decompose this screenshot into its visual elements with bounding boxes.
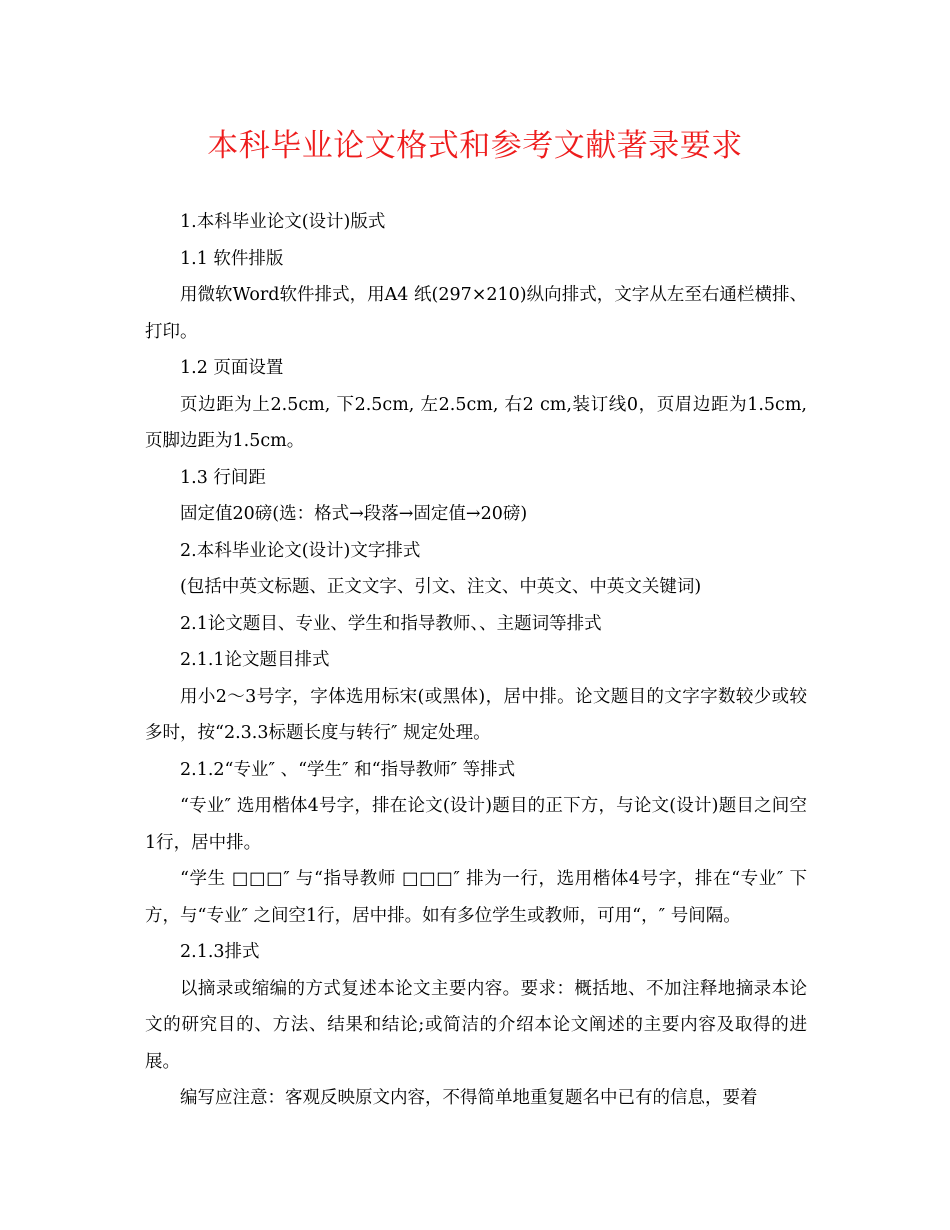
paragraph-abstract-format: 以摘录或缩编的方式复述本论文主要内容。要求：概括地、不加注释地摘录本论文的研究目的、方法、结果和结论;或简洁的介绍本论文阐述的主要内容及取得的进展。 xyxy=(145,978,807,1072)
paragraph-notes: 编写应注意：客观反映原文内容，不得简单地重复题名中已有的信息，要着 xyxy=(180,1088,758,1108)
paragraph-scope: (包括中英文标题、正文文字、引文、注文、中英文、中英文关键词) xyxy=(180,577,702,597)
heading-2-1-2: 2.1.2“专业″ 、“学生″ 和“指导教师″ 等排式 xyxy=(180,759,516,780)
paragraph-software: 用微软Word软件排式，用A4 纸(297×210)纵向排式，文字从左至右通栏横排、打印。 xyxy=(145,285,807,342)
document-body xyxy=(145,204,807,1117)
paragraph-title-format: 用小2～3号字，字体选用标宋(或黑体)，居中排。论文题目的文字字数较少或较多时，按“2.3.3标题长度与转行″ 规定处理。 xyxy=(145,686,807,743)
document-title: 本科毕业论文格式和参考文献著录要求 xyxy=(207,128,743,164)
heading-2: 2.本科毕业论文(设计)文字排式 xyxy=(180,540,421,561)
heading-1-3: 1.3 行间距 xyxy=(180,467,266,488)
paragraph-line-spacing: 固定值20磅(选：格式→段落→固定值→20磅) xyxy=(180,504,528,524)
heading-2-1-3: 2.1.3排式 xyxy=(180,942,260,962)
heading-2-1-1: 2.1.1论文题目排式 xyxy=(180,650,330,670)
heading-2-1: 2.1论文题目、专业、学生和指导教师、、主题词等排式 xyxy=(180,613,602,634)
heading-1-1: 1.1 软件排版 xyxy=(180,248,284,269)
paragraph-page-setup: 页边距为上2.5cm, 下2.5cm, 左2.5cm, 右2 cm,装订线0，页眉边距为1.5cm,页脚边距为1.5cm。 xyxy=(145,394,807,451)
heading-1: 1.本科毕业论文(设计)版式 xyxy=(180,212,386,232)
paragraph-major-format: “专业″ 选用楷体4号字，排在论文(设计)题目的正下方，与论文(设计)题目之间空1行，居中排。 xyxy=(145,796,807,853)
heading-1-2: 1.2 页面设置 xyxy=(180,358,284,378)
paragraph-student-format: “学生 □□□″ 与“指导教师 □□□″ 排为一行，选用楷体4号字，排在“专业″ 下方，与“专业″ 之间空1行，居中排。如有多位学生或教师，可用“，″ 号间隔。 xyxy=(145,869,807,926)
